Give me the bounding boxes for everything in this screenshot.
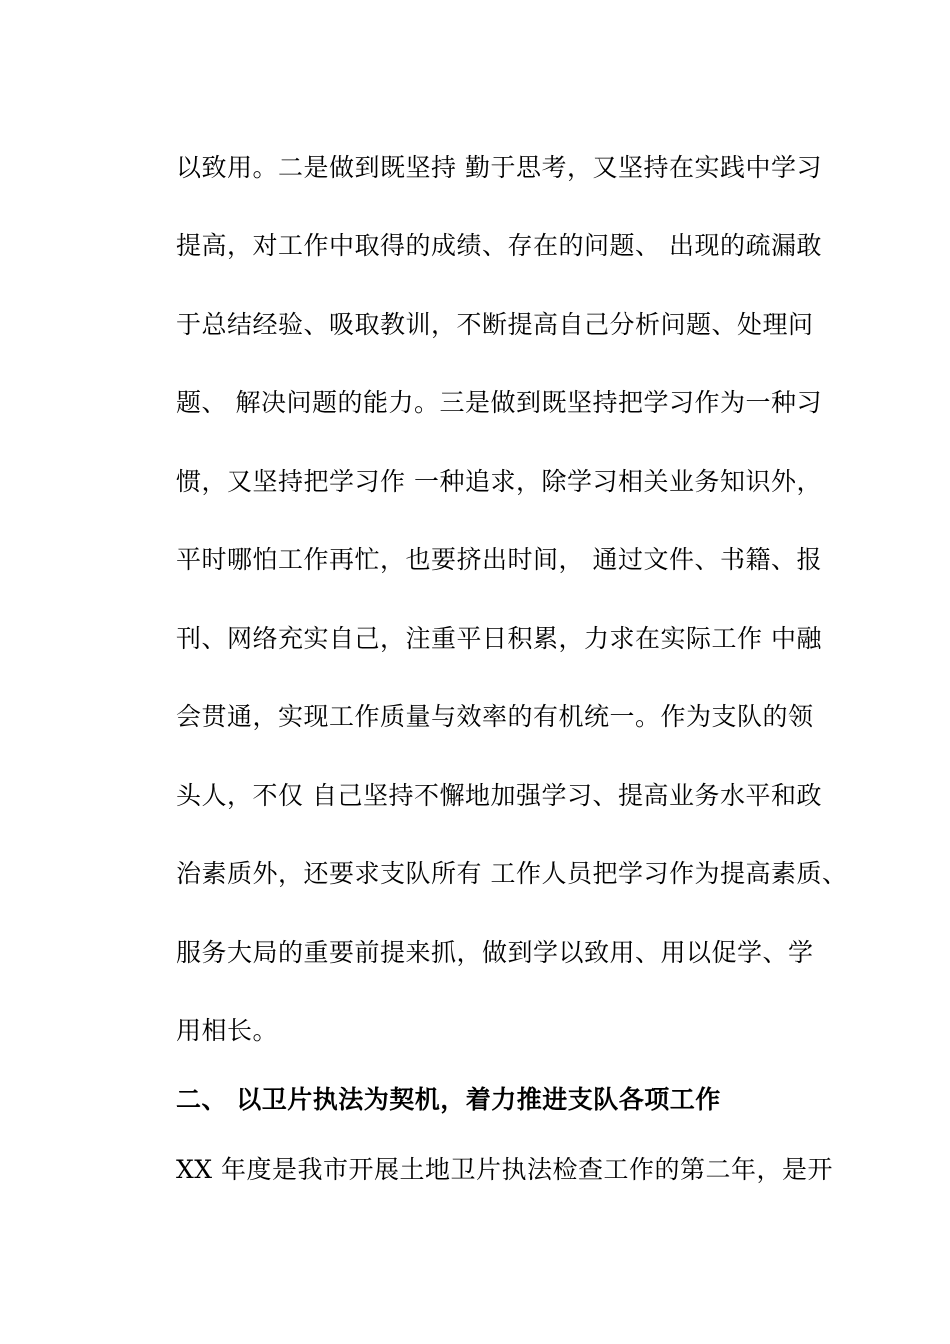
paragraph-line: 刊、网络充实自己，注重平日积累，力求在实际工作 中融 [176,624,822,653]
section-heading: 二、 以卫片执法为契机，着力推进支队各项工作 [176,1085,721,1114]
paragraph-line: 题、 解决问题的能力。三是做到既坚持把学习作为一种习 [176,388,822,417]
paragraph-line: 用相长。 [176,1016,279,1045]
paragraph-line: 头人，不仅 自己坚持不懈地加强学习、提高业务水平和政 [176,781,822,810]
paragraph-line: XX 年度是我市开展土地卫片执法检查工作的第二年，是开 [176,1155,834,1184]
paragraph-line: 治素质外，还要求支队所有 工作人员把学习作为提高素质、 [176,859,848,888]
paragraph-line: 于总结经验、吸取教训，不断提高自己分析问题、处理问 [176,310,814,339]
paragraph-line: 平时哪怕工作再忙，也要挤出时间， 通过文件、书籍、报 [176,545,822,574]
paragraph-line: 惯，又坚持把学习作 一种追求，除学习相关业务知识外， [176,467,822,496]
paragraph-line: 提高，对工作中取得的成绩、存在的问题、 出现的疏漏敢 [176,231,822,260]
paragraph-line: 会贯通，实现工作质量与效率的有机统一。作为支队的领 [176,702,814,731]
paragraph-line: 以致用。二是做到既坚持 勤于思考，又坚持在实践中学习 [176,153,822,182]
paragraph-line: 服务大局的重要前提来抓，做到学以致用、用以促学、学 [176,938,814,967]
